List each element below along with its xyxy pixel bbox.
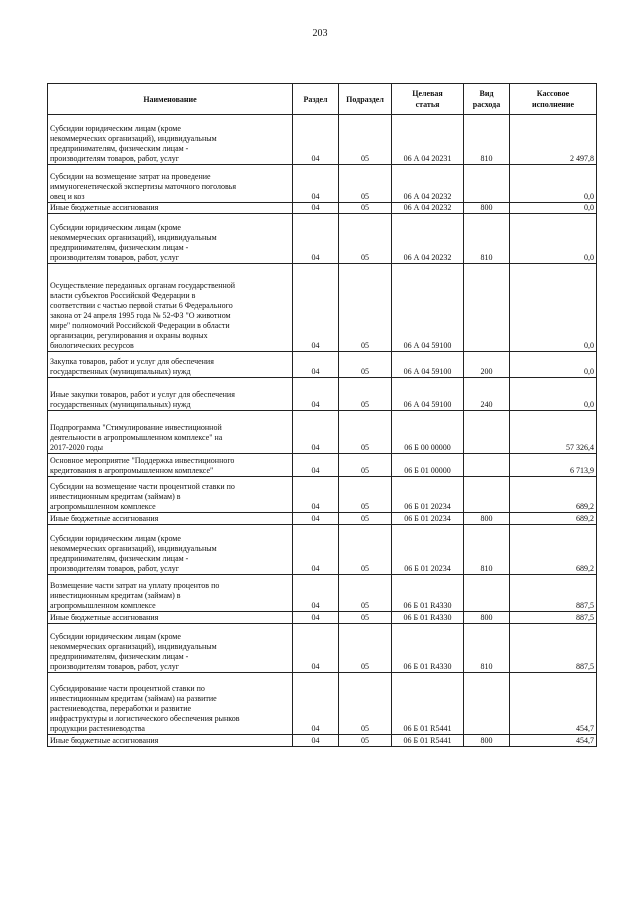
row-expense-type: 810 <box>464 115 510 165</box>
table-row <box>48 575 597 612</box>
row-target: 06 Б 01 00000 <box>392 454 464 477</box>
row-name: Иные закупки товаров, работ и услуг для обеспечения государственных (муниципальных) нужд <box>48 378 293 411</box>
row-cash-execution: 689,2 <box>510 525 597 575</box>
header-cash-execution: Кассовое исполнение <box>510 84 597 115</box>
row-cash-execution: 0,0 <box>510 378 597 411</box>
row-expense-type <box>464 477 510 513</box>
row-name: Иные бюджетные ассигнования <box>48 203 293 214</box>
row-section: 04 <box>293 477 339 513</box>
header-section: Раздел <box>293 84 339 115</box>
row-cash-execution: 0,0 <box>510 352 597 378</box>
row-target: 06 А 04 59100 <box>392 378 464 411</box>
row-section: 04 <box>293 115 339 165</box>
row-expense-type: 810 <box>464 525 510 575</box>
row-section: 04 <box>293 264 339 352</box>
row-name: Субсидии юридическим лицам (кроме некоммерческих организаций), индивидуальным предпринимателям, физическим лицам - производителям товаров, работ, услуг <box>48 214 293 264</box>
row-target: 06 Б 01 R4330 <box>392 575 464 612</box>
header-expense-type: Вид расхода <box>464 84 510 115</box>
row-name: Субсидии юридическим лицам (кроме некоммерческих организаций), индивидуальным предпринимателям, физическим лицам - производителям товаров, работ, услуг <box>48 115 293 165</box>
row-expense-type: 240 <box>464 378 510 411</box>
row-cash-execution: 0,0 <box>510 203 597 214</box>
row-expense-type: 800 <box>464 735 510 747</box>
row-target: 06 Б 00 00000 <box>392 411 464 454</box>
table-row <box>48 612 597 624</box>
row-expense-type <box>464 411 510 454</box>
row-section: 04 <box>293 165 339 203</box>
table-row <box>48 477 597 513</box>
table-row <box>48 513 597 525</box>
row-subsection: 05 <box>339 352 392 378</box>
row-name: Субсидии на возмещение части процентной ставки по инвестиционным кредитам (займам) в агропромышленном комплексе <box>48 477 293 513</box>
row-cash-execution: 454,7 <box>510 735 597 747</box>
header-subsection: Подраздел <box>339 84 392 115</box>
table-row <box>48 378 597 411</box>
row-cash-execution: 887,5 <box>510 612 597 624</box>
row-subsection: 05 <box>339 477 392 513</box>
row-expense-type: 800 <box>464 203 510 214</box>
row-expense-type: 800 <box>464 612 510 624</box>
row-name: Субсидии юридическим лицам (кроме некоммерческих организаций), индивидуальным предпринимателям, физическим лицам - производителям товаров, работ, услуг <box>48 525 293 575</box>
row-subsection: 05 <box>339 378 392 411</box>
row-cash-execution: 689,2 <box>510 513 597 525</box>
table-row <box>48 673 597 735</box>
row-section: 04 <box>293 612 339 624</box>
table-row <box>48 525 597 575</box>
row-subsection: 05 <box>339 673 392 735</box>
row-cash-execution: 454,7 <box>510 673 597 735</box>
row-section: 04 <box>293 411 339 454</box>
table-row <box>48 203 597 214</box>
table-row <box>48 352 597 378</box>
row-expense-type: 810 <box>464 214 510 264</box>
row-target: 06 А 04 59100 <box>392 352 464 378</box>
row-section: 04 <box>293 352 339 378</box>
row-subsection: 05 <box>339 513 392 525</box>
row-cash-execution: 689,2 <box>510 477 597 513</box>
row-subsection: 05 <box>339 115 392 165</box>
row-target: 06 А 04 20231 <box>392 115 464 165</box>
row-section: 04 <box>293 214 339 264</box>
row-target: 06 Б 01 R4330 <box>392 612 464 624</box>
row-target: 06 Б 01 R4330 <box>392 624 464 673</box>
row-name: Субсидии юридическим лицам (кроме некоммерческих организаций), индивидуальным предпринимателям, физическим лицам - производителям товаров, работ, услуг <box>48 624 293 673</box>
row-expense-type <box>464 264 510 352</box>
row-target: 06 Б 01 R5441 <box>392 673 464 735</box>
row-cash-execution: 0,0 <box>510 264 597 352</box>
row-subsection: 05 <box>339 264 392 352</box>
row-section: 04 <box>293 575 339 612</box>
row-subsection: 05 <box>339 203 392 214</box>
row-section: 04 <box>293 624 339 673</box>
row-subsection: 05 <box>339 575 392 612</box>
row-expense-type <box>464 575 510 612</box>
row-target: 06 Б 01 R5441 <box>392 735 464 747</box>
table-row <box>48 454 597 477</box>
budget-table <box>47 83 597 747</box>
row-name: Основное мероприятие "Поддержка инвестиционного кредитования в агропромышленном комплексе" <box>48 454 293 477</box>
row-target: 06 Б 01 20234 <box>392 525 464 575</box>
row-name: Закупка товаров, работ и услуг для обеспечения государственных (муниципальных) нужд <box>48 352 293 378</box>
row-subsection: 05 <box>339 525 392 575</box>
row-subsection: 05 <box>339 624 392 673</box>
row-expense-type <box>464 165 510 203</box>
table-row <box>48 411 597 454</box>
row-target: 06 А 04 20232 <box>392 165 464 203</box>
row-subsection: 05 <box>339 454 392 477</box>
row-name: Иные бюджетные ассигнования <box>48 612 293 624</box>
row-subsection: 05 <box>339 735 392 747</box>
row-section: 04 <box>293 673 339 735</box>
row-target: 06 Б 01 20234 <box>392 513 464 525</box>
row-expense-type: 810 <box>464 624 510 673</box>
table-row <box>48 264 597 352</box>
row-cash-execution: 2 497,8 <box>510 115 597 165</box>
row-name: Иные бюджетные ассигнования <box>48 513 293 525</box>
row-target: 06 А 04 20232 <box>392 203 464 214</box>
row-subsection: 05 <box>339 612 392 624</box>
row-section: 04 <box>293 203 339 214</box>
row-target: 06 А 04 20232 <box>392 214 464 264</box>
page-number: 203 <box>312 28 328 39</box>
row-cash-execution: 57 326,4 <box>510 411 597 454</box>
table-header-row <box>48 84 597 115</box>
table-row <box>48 165 597 203</box>
row-name: Субсидии на возмещение затрат на проведение иммуногенетической экспертизы маточного поголовья овец и коз <box>48 165 293 203</box>
row-subsection: 05 <box>339 214 392 264</box>
row-target: 06 А 04 59100 <box>392 264 464 352</box>
row-section: 04 <box>293 735 339 747</box>
row-section: 04 <box>293 525 339 575</box>
row-section: 04 <box>293 513 339 525</box>
row-cash-execution: 887,5 <box>510 624 597 673</box>
table-row <box>48 735 597 747</box>
row-name: Осуществление переданных органам государственной власти субъектов Российской Федерации в соответствии с частью первой статьи 6 Федерального закона от 24 апреля 1995 года № 52-ФЗ "О животном мире" полномочий Российской Федерации в области организации, регулирования и охраны водных биологических ресурсов <box>48 264 293 352</box>
row-target: 06 Б 01 20234 <box>392 477 464 513</box>
table-row <box>48 214 597 264</box>
header-target: Целевая статья <box>392 84 464 115</box>
row-subsection: 05 <box>339 411 392 454</box>
row-cash-execution: 6 713,9 <box>510 454 597 477</box>
header-name: Наименование <box>48 84 293 115</box>
row-section: 04 <box>293 454 339 477</box>
row-name: Иные бюджетные ассигнования <box>48 735 293 747</box>
row-name: Возмещение части затрат на уплату процентов по инвестиционным кредитам (займам) в агропромышленном комплексе <box>48 575 293 612</box>
table-row <box>48 624 597 673</box>
row-name: Подпрограмма "Стимулирование инвестиционной деятельности в агропромышленном комплексе" на 2017-2020 годы <box>48 411 293 454</box>
row-section: 04 <box>293 378 339 411</box>
row-name: Субсидирование части процентной ставки по инвестиционным кредитам (займам) на развитие растениеводства, переработки и развитие инфраструктуры и логистического обеспечения рынков продукции растениеводства <box>48 673 293 735</box>
row-cash-execution: 887,5 <box>510 575 597 612</box>
row-expense-type <box>464 673 510 735</box>
row-expense-type: 200 <box>464 352 510 378</box>
row-subsection: 05 <box>339 165 392 203</box>
row-cash-execution: 0,0 <box>510 165 597 203</box>
row-expense-type <box>464 454 510 477</box>
row-expense-type: 800 <box>464 513 510 525</box>
table-row <box>48 115 597 165</box>
row-cash-execution: 0,0 <box>510 214 597 264</box>
